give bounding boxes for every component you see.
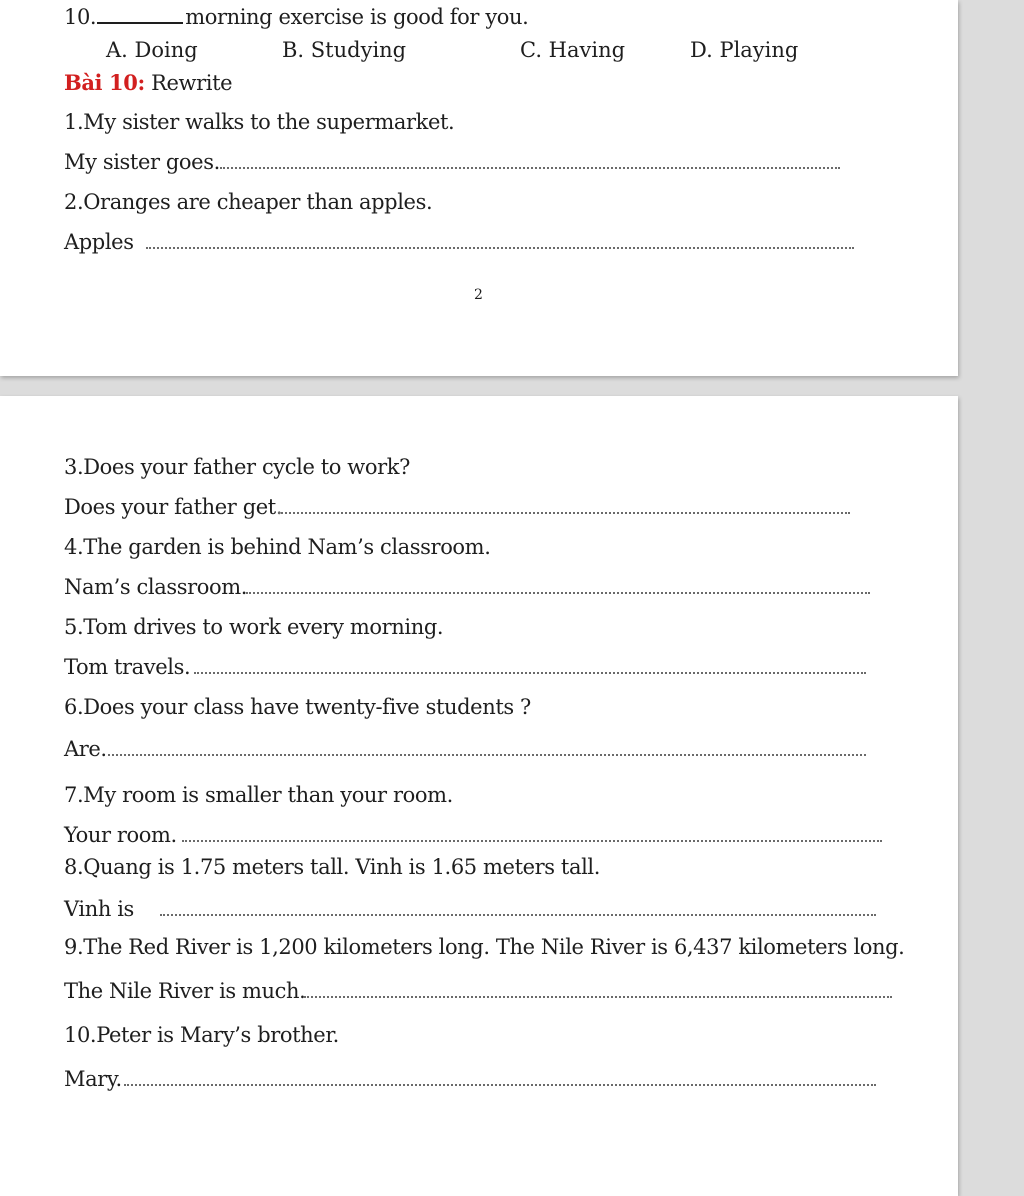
- answer-dotted-line: [194, 672, 866, 674]
- answer-blank: [97, 4, 183, 24]
- answer-dotted-line: [246, 592, 870, 594]
- item-prompt: Mary.: [64, 1067, 122, 1091]
- document-page-1: [0, 0, 958, 376]
- answer-dotted-line: [108, 754, 866, 756]
- item-sentence: 7.My room is smaller than your room.: [64, 783, 453, 807]
- answer-dotted-line: [146, 247, 854, 249]
- item-sentence: 1.My sister walks to the supermarket.: [64, 110, 455, 134]
- answer-dotted-line: [304, 996, 892, 998]
- item-sentence: 2.Oranges are cheaper than apples.: [64, 190, 433, 214]
- option-b: B. Studying: [282, 38, 407, 62]
- item-sentence: 8.Quang is 1.75 meters tall. Vinh is 1.65 meters tall.: [64, 855, 600, 879]
- answer-dotted-line: [160, 914, 876, 916]
- section-title: Rewrite: [144, 71, 233, 95]
- section-label: Bài 10:: [64, 70, 145, 95]
- item-prompt: Are.: [64, 737, 107, 761]
- document-page-2: [0, 396, 958, 1196]
- item-prompt: Tom travels.: [64, 655, 191, 679]
- option-a: A. Doing: [106, 38, 198, 62]
- option-c: C. Having: [520, 38, 626, 62]
- item-sentence: 6.Does your class have twenty-five students ?: [64, 695, 531, 719]
- item-sentence: 9.The Red River is 1,200 kilometers long. The Nile River is 6,437 kilometers long.: [64, 935, 905, 959]
- question-number: 10.: [64, 5, 97, 29]
- item-sentence: 10.Peter is Mary’s brother.: [64, 1023, 339, 1047]
- answer-dotted-line: [220, 167, 840, 169]
- item-prompt: My sister goes.: [64, 150, 220, 174]
- answer-dotted-line: [182, 840, 882, 842]
- item-prompt: The Nile River is much.: [64, 979, 306, 1003]
- item-sentence: 3.Does your father cycle to work?: [64, 455, 410, 479]
- option-d: D. Playing: [690, 38, 799, 62]
- item-prompt: Vinh is: [64, 897, 134, 921]
- item-prompt: Does your father get.: [64, 495, 283, 519]
- question-text: morning exercise is good for you.: [185, 5, 529, 29]
- item-prompt: Nam’s classroom.: [64, 575, 247, 599]
- answer-dotted-line: [278, 512, 850, 514]
- item-prompt: Your room.: [64, 823, 177, 847]
- question-10: [64, 4, 528, 30]
- item-sentence: 5.Tom drives to work every morning.: [64, 615, 444, 639]
- item-prompt: Apples: [64, 230, 134, 254]
- section-heading: [64, 70, 232, 96]
- page-number: 2: [474, 287, 483, 303]
- item-sentence: 4.The garden is behind Nam’s classroom.: [64, 535, 491, 559]
- answer-dotted-line: [124, 1084, 876, 1086]
